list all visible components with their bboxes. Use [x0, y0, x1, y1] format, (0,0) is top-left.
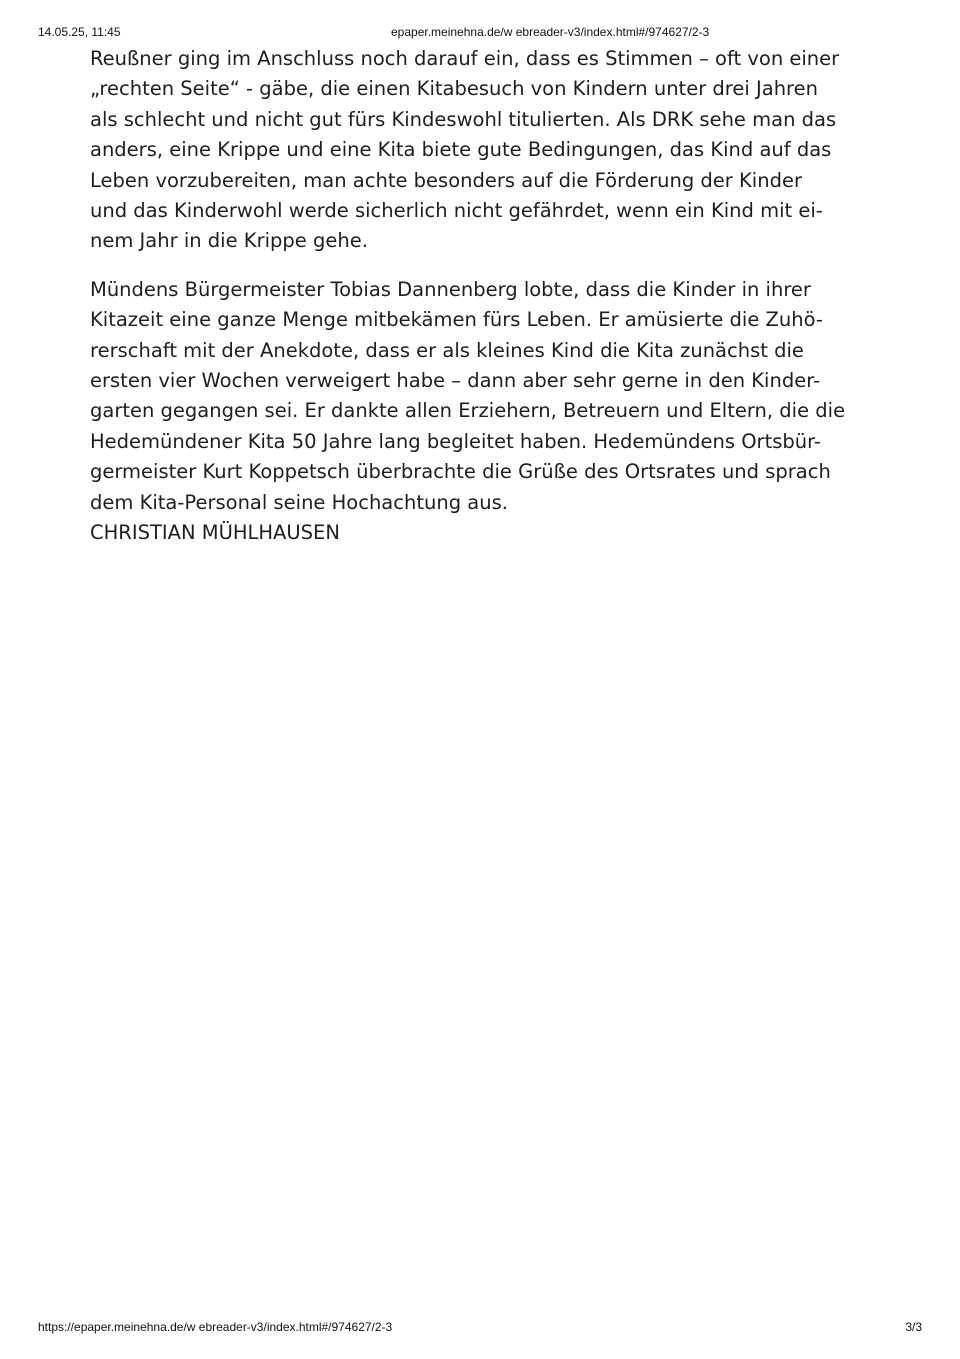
paragraph-2-line: dem Kita-Personal seine Hochachtung aus.: [90, 490, 508, 514]
paragraph-2-line: rerschaft mit der Anekdote, dass er als kleines Kind die Kita zunächst die: [90, 338, 804, 362]
paragraph-1-line: als schlecht und nicht gut fürs Kindeswohl titulierten. Als DRK sehe man das: [90, 107, 837, 131]
paragraph-2: [90, 275, 890, 549]
paragraph-1-line: nem Jahr in die Krippe gehe.: [90, 229, 368, 253]
paragraph-1-line: anders, eine Krippe und eine Kita biete gute Bedingungen, das Kind auf das: [90, 138, 832, 162]
article-author: CHRISTIAN MÜHLHAUSEN: [90, 521, 340, 545]
paragraph-2-line: germeister Kurt Koppetsch überbrachte die Grüße des Ortsrates und sprach: [90, 460, 831, 484]
paragraph-2-line: Kitazeit eine ganze Menge mitbekämen fürs Leben. Er amüsierte die Zuhö-: [90, 308, 823, 332]
paragraph-2-line: garten gegangen sei. Er dankte allen Erziehern, Betreuern und Eltern, die die: [90, 399, 846, 423]
paragraph-1: [90, 44, 890, 257]
paragraph-1-line: Leben vorzubereiten, man achte besonders auf die Förderung der Kinder: [90, 168, 802, 192]
print-footer-url: https://epaper.meinehna.de/w ebreader-v3/index.html#/974627/2-3: [38, 1320, 393, 1334]
paragraph-2-line: Hedemündener Kita 50 Jahre lang begleitet haben. Hedemündens Ortsbür-: [90, 429, 821, 453]
paragraph-1-line: Reußner ging im Anschluss noch darauf ein, dass es Stimmen – oft von einer: [90, 47, 840, 70]
page-number: 3/3: [905, 1320, 922, 1334]
paragraph-2-line: ersten vier Wochen verweigert habe – dann aber sehr gerne in den Kinder-: [90, 369, 821, 393]
print-header-datetime: 14.05.25, 11:45: [38, 25, 121, 39]
paragraph-1-line: und das Kinderwohl werde sicherlich nicht gefährdet, wenn ein Kind mit ei-: [90, 199, 823, 223]
article-body: [90, 44, 890, 549]
paragraph-1-line: „rechten Seite“ - gäbe, die einen Kitabesuch von Kindern unter drei Jahren: [90, 77, 818, 101]
paragraph-gap: [90, 257, 890, 275]
paragraph-2-line: Mündens Bürgermeister Tobias Dannenberg lobte, dass die Kinder in ihrer: [90, 277, 811, 301]
print-header-url: epaper.meinehna.de/w ebreader-v3/index.html#/974627/2-3: [391, 25, 710, 39]
